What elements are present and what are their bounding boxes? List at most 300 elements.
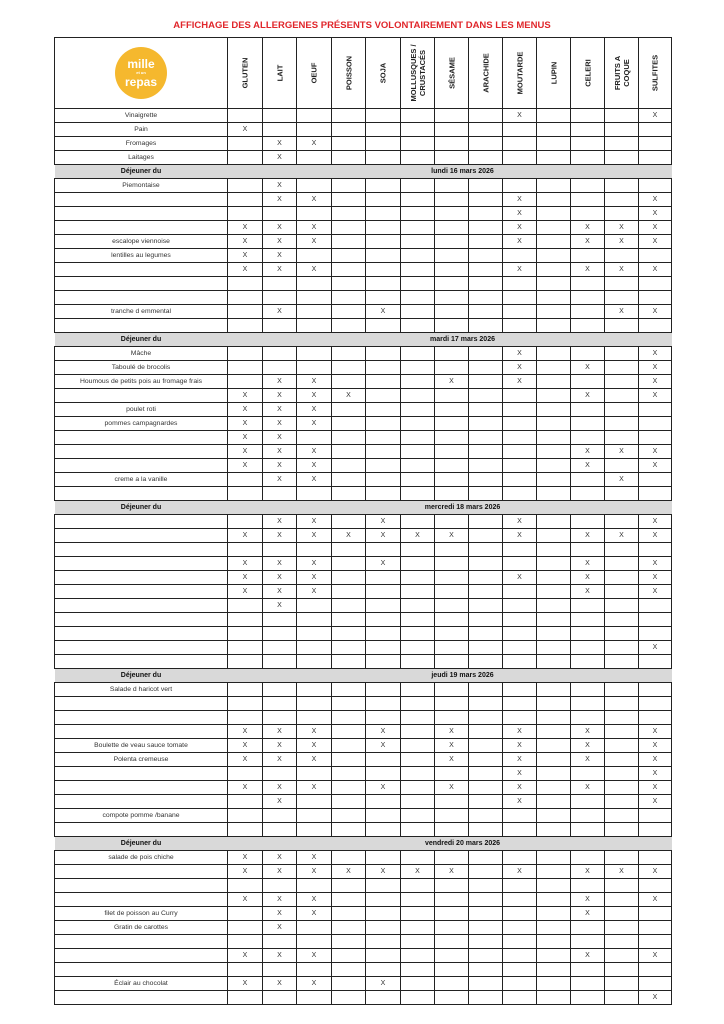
allergen-mark: X xyxy=(619,448,624,455)
allergen-cell xyxy=(605,809,639,823)
allergen-cell xyxy=(401,445,435,459)
dish-name: Salade d haricot vert xyxy=(55,683,228,697)
allergen-cell xyxy=(332,319,366,333)
day-header-row xyxy=(55,837,672,851)
allergen-cell xyxy=(605,697,639,711)
allergen-cell xyxy=(537,949,571,963)
allergen-cell xyxy=(228,515,263,529)
allergen-cell xyxy=(503,235,537,249)
allergen-cell xyxy=(297,319,332,333)
allergen-mark: X xyxy=(652,462,658,469)
allergen-mark: X xyxy=(277,560,282,567)
dish-name xyxy=(55,893,228,907)
allergen-mark: X xyxy=(311,756,317,763)
allergen-cell xyxy=(639,557,672,571)
allergen-cell xyxy=(228,767,263,781)
day-header-date: mercredi 18 mars 2026 xyxy=(228,501,672,515)
allergen-cell xyxy=(332,865,366,879)
allergen-mark: X xyxy=(619,476,624,483)
allergen-mark: X xyxy=(380,868,386,875)
allergen-header-label: LAIT xyxy=(275,64,284,82)
allergen-cell xyxy=(469,221,503,235)
header-row xyxy=(55,38,672,109)
allergen-cell xyxy=(503,599,537,613)
allergen-cell xyxy=(605,207,639,221)
allergen-cell xyxy=(366,487,401,501)
allergen-cell xyxy=(639,221,672,235)
allergen-mark: X xyxy=(652,742,658,749)
allergen-mark: X xyxy=(517,266,522,273)
allergen-cell xyxy=(537,907,571,921)
dish-row xyxy=(55,991,672,1005)
allergen-cell xyxy=(332,193,366,207)
allergen-mark: X xyxy=(652,756,658,763)
allergen-cell xyxy=(263,683,297,697)
allergen-cell xyxy=(605,907,639,921)
allergen-cell xyxy=(639,529,672,543)
allergen-cell xyxy=(639,431,672,445)
allergen-cell xyxy=(503,865,537,879)
allergen-cell xyxy=(469,445,503,459)
dish-row xyxy=(55,907,672,921)
allergen-cell xyxy=(297,417,332,431)
allergen-cell xyxy=(571,641,605,655)
allergen-cell xyxy=(503,193,537,207)
allergen-cell xyxy=(435,543,469,557)
allergen-mark: X xyxy=(619,868,624,875)
allergen-cell xyxy=(469,921,503,935)
dish-name: tranche d emmental xyxy=(55,305,228,319)
allergen-mark: X xyxy=(277,924,282,931)
allergen-cell xyxy=(228,459,263,473)
allergen-cell xyxy=(366,445,401,459)
allergen-cell xyxy=(435,473,469,487)
allergen-cell xyxy=(228,655,263,669)
day-header-lead: Déjeuner du xyxy=(55,333,228,347)
allergen-cell xyxy=(435,319,469,333)
allergen-mark: X xyxy=(277,742,282,749)
dish-name: Mâche xyxy=(55,347,228,361)
allergen-cell xyxy=(401,459,435,473)
allergen-cell xyxy=(571,571,605,585)
allergen-cell xyxy=(605,543,639,557)
allergen-cell xyxy=(332,711,366,725)
allergen-cell xyxy=(297,249,332,263)
allergen-mark: X xyxy=(311,476,317,483)
allergen-cell xyxy=(332,291,366,305)
allergen-mark: X xyxy=(277,756,282,763)
dish-name: creme a la vanille xyxy=(55,473,228,487)
allergen-mark: X xyxy=(652,532,658,539)
dish-name xyxy=(55,949,228,963)
allergen-cell xyxy=(605,949,639,963)
dish-name xyxy=(55,963,228,977)
allergen-cell xyxy=(366,263,401,277)
allergen-mark: X xyxy=(517,532,522,539)
allergen-cell xyxy=(503,823,537,837)
allergen-cell xyxy=(435,627,469,641)
allergen-cell xyxy=(332,529,366,543)
allergen-mark: X xyxy=(311,742,317,749)
allergen-cell xyxy=(263,879,297,893)
allergen-cell xyxy=(332,389,366,403)
allergen-cell xyxy=(469,809,503,823)
allergen-mark: X xyxy=(277,980,282,987)
allergen-cell xyxy=(263,963,297,977)
allergen-cell xyxy=(435,263,469,277)
allergen-cell xyxy=(228,403,263,417)
allergen-cell xyxy=(571,949,605,963)
allergen-cell xyxy=(537,711,571,725)
allergen-cell xyxy=(435,893,469,907)
allergen-cell xyxy=(537,221,571,235)
allergen-cell xyxy=(263,263,297,277)
day-header-lead: Déjeuner du xyxy=(55,669,228,683)
dish-name xyxy=(55,711,228,725)
allergen-cell xyxy=(571,221,605,235)
allergen-cell xyxy=(469,529,503,543)
allergen-cell xyxy=(537,193,571,207)
allergen-cell xyxy=(366,459,401,473)
allergen-cell xyxy=(469,767,503,781)
allergen-cell xyxy=(401,893,435,907)
allergen-cell xyxy=(503,403,537,417)
allergen-cell xyxy=(503,795,537,809)
allergen-mark: X xyxy=(242,868,248,875)
allergen-mark: X xyxy=(277,140,282,147)
allergen-cell xyxy=(401,473,435,487)
logo-cell xyxy=(55,38,228,109)
allergen-cell xyxy=(401,417,435,431)
allergen-cell xyxy=(228,893,263,907)
allergen-cell xyxy=(503,263,537,277)
allergen-mark: X xyxy=(380,560,386,567)
allergen-cell xyxy=(503,921,537,935)
allergen-cell xyxy=(366,221,401,235)
allergen-cell xyxy=(571,627,605,641)
allergen-cell xyxy=(332,375,366,389)
allergen-mark: X xyxy=(517,770,522,777)
allergen-header xyxy=(332,38,366,109)
allergen-cell xyxy=(228,347,263,361)
allergen-cell xyxy=(366,865,401,879)
allergen-mark: X xyxy=(517,112,522,119)
allergen-cell xyxy=(263,599,297,613)
allergen-cell xyxy=(435,487,469,501)
allergen-cell xyxy=(366,389,401,403)
allergen-cell xyxy=(503,375,537,389)
allergen-cell xyxy=(228,683,263,697)
dish-row xyxy=(55,249,672,263)
allergen-cell xyxy=(435,137,469,151)
allergen-cell xyxy=(263,781,297,795)
allergen-cell xyxy=(537,431,571,445)
allergen-cell xyxy=(571,557,605,571)
allergen-mark: X xyxy=(517,196,522,203)
allergen-cell xyxy=(605,179,639,193)
allergen-cell xyxy=(571,893,605,907)
dish-name: pommes campagnardes xyxy=(55,417,228,431)
allergen-cell xyxy=(332,403,366,417)
allergen-cell xyxy=(639,417,672,431)
dish-name xyxy=(55,529,228,543)
allergen-cell xyxy=(639,977,672,991)
allergen-cell xyxy=(571,263,605,277)
allergen-cell xyxy=(639,277,672,291)
allergen-cell xyxy=(537,851,571,865)
allergen-cell xyxy=(571,473,605,487)
allergen-cell xyxy=(435,305,469,319)
allergen-cell xyxy=(228,543,263,557)
allergen-cell xyxy=(366,823,401,837)
allergen-cell xyxy=(503,711,537,725)
dish-name: Gratin de carottes xyxy=(55,921,228,935)
allergen-header-label: OEUF xyxy=(309,62,319,84)
allergen-cell xyxy=(332,571,366,585)
allergen-mark: X xyxy=(311,980,317,987)
allergen-cell xyxy=(605,921,639,935)
dish-row xyxy=(55,361,672,375)
allergen-cell xyxy=(366,949,401,963)
allergen-cell xyxy=(435,781,469,795)
allergen-mark: X xyxy=(277,868,282,875)
allergen-cell xyxy=(503,879,537,893)
allergen-cell xyxy=(605,725,639,739)
allergen-cell xyxy=(639,753,672,767)
allergen-cell xyxy=(639,921,672,935)
allergen-mark: X xyxy=(311,896,317,903)
allergen-cell xyxy=(228,865,263,879)
allergen-cell xyxy=(639,403,672,417)
allergen-mark: X xyxy=(242,742,248,749)
allergen-mark: X xyxy=(242,238,248,245)
allergen-mark: X xyxy=(380,980,386,987)
allergen-cell xyxy=(401,291,435,305)
allergen-cell xyxy=(571,151,605,165)
dish-name xyxy=(55,557,228,571)
allergen-mark: X xyxy=(311,574,317,581)
allergen-cell xyxy=(401,613,435,627)
allergen-cell xyxy=(228,571,263,585)
allergen-header-label: GLUTEN xyxy=(240,57,250,89)
allergen-cell xyxy=(401,375,435,389)
allergen-cell xyxy=(537,347,571,361)
allergen-cell xyxy=(228,921,263,935)
allergen-cell xyxy=(571,781,605,795)
allergen-cell xyxy=(469,613,503,627)
dish-row xyxy=(55,179,672,193)
dish-name xyxy=(55,459,228,473)
allergen-mark: X xyxy=(585,532,590,539)
allergen-cell xyxy=(605,613,639,627)
allergen-mark: X xyxy=(311,588,317,595)
allergen-cell xyxy=(605,879,639,893)
allergen-cell xyxy=(537,809,571,823)
allergen-cell xyxy=(263,697,297,711)
allergen-cell xyxy=(332,151,366,165)
allergen-cell xyxy=(537,641,571,655)
allergen-cell xyxy=(469,389,503,403)
allergen-mark: X xyxy=(585,238,590,245)
allergen-cell xyxy=(605,361,639,375)
allergen-mark: X xyxy=(517,742,522,749)
allergen-mark: X xyxy=(619,238,624,245)
allergen-header xyxy=(366,38,401,109)
dish-row xyxy=(55,151,672,165)
allergen-cell xyxy=(366,515,401,529)
allergen-cell xyxy=(571,977,605,991)
dish-row xyxy=(55,375,672,389)
allergen-cell xyxy=(571,711,605,725)
allergen-mark: X xyxy=(242,854,248,861)
allergen-mark: X xyxy=(311,560,317,567)
allergen-cell xyxy=(366,879,401,893)
allergen-cell xyxy=(503,361,537,375)
allergen-cell xyxy=(297,557,332,571)
allergen-cell xyxy=(469,487,503,501)
allergen-cell xyxy=(332,249,366,263)
allergen-cell xyxy=(228,445,263,459)
allergen-cell xyxy=(537,109,571,123)
allergen-cell xyxy=(605,585,639,599)
allergen-mark: X xyxy=(277,420,282,427)
allergen-cell xyxy=(366,137,401,151)
allergen-cell xyxy=(537,249,571,263)
allergen-cell xyxy=(263,389,297,403)
allergen-cell xyxy=(228,641,263,655)
allergen-cell xyxy=(435,865,469,879)
allergen-cell xyxy=(228,473,263,487)
allergen-cell xyxy=(297,445,332,459)
allergen-cell xyxy=(639,683,672,697)
allergen-cell xyxy=(469,879,503,893)
allergen-mark: X xyxy=(619,532,624,539)
allergen-cell xyxy=(571,305,605,319)
dish-name xyxy=(55,277,228,291)
allergen-cell xyxy=(639,963,672,977)
allergen-cell xyxy=(297,277,332,291)
dish-row xyxy=(55,767,672,781)
allergen-cell xyxy=(332,627,366,641)
allergen-cell xyxy=(503,347,537,361)
dish-row xyxy=(55,949,672,963)
allergen-cell xyxy=(263,403,297,417)
allergen-cell xyxy=(639,907,672,921)
dish-name xyxy=(55,725,228,739)
allergen-mark: X xyxy=(652,224,658,231)
allergen-cell xyxy=(469,599,503,613)
allergen-cell xyxy=(332,641,366,655)
allergen-header-label: MOUTARDE xyxy=(515,51,524,95)
dish-row xyxy=(55,291,672,305)
allergen-mark: X xyxy=(517,364,522,371)
dish-row xyxy=(55,221,672,235)
allergen-cell xyxy=(263,431,297,445)
allergen-cell xyxy=(332,473,366,487)
allergen-mark: X xyxy=(652,994,658,1001)
allergen-cell xyxy=(571,697,605,711)
allergen-cell xyxy=(401,949,435,963)
allergen-cell xyxy=(469,361,503,375)
allergen-cell xyxy=(263,823,297,837)
allergen-cell xyxy=(297,823,332,837)
allergen-mark: X xyxy=(380,532,386,539)
allergen-cell xyxy=(401,767,435,781)
allergen-cell xyxy=(401,809,435,823)
allergen-mark: X xyxy=(517,798,522,805)
allergen-cell xyxy=(228,851,263,865)
allergen-cell xyxy=(469,291,503,305)
allergen-cell xyxy=(503,445,537,459)
allergen-cell xyxy=(332,963,366,977)
allergen-cell xyxy=(297,235,332,249)
allergen-cell xyxy=(435,515,469,529)
allergen-cell xyxy=(401,235,435,249)
allergen-cell xyxy=(537,305,571,319)
allergen-cell xyxy=(435,739,469,753)
allergen-mark: X xyxy=(311,728,317,735)
allergen-cell xyxy=(366,193,401,207)
allergen-cell xyxy=(401,753,435,767)
allergen-cell xyxy=(537,613,571,627)
allergen-cell xyxy=(366,249,401,263)
allergen-cell xyxy=(537,893,571,907)
allergen-cell xyxy=(263,851,297,865)
allergen-mark: X xyxy=(311,462,317,469)
allergen-cell xyxy=(503,977,537,991)
allergen-cell xyxy=(297,851,332,865)
allergen-mark: X xyxy=(652,896,658,903)
allergen-cell xyxy=(537,767,571,781)
dish-row xyxy=(55,823,672,837)
allergen-cell xyxy=(297,585,332,599)
allergen-cell xyxy=(537,375,571,389)
allergen-cell xyxy=(332,235,366,249)
allergen-cell xyxy=(469,571,503,585)
allergen-cell xyxy=(366,207,401,221)
allergen-cell xyxy=(571,179,605,193)
allergen-mark: X xyxy=(242,252,248,259)
allergen-cell xyxy=(469,179,503,193)
allergen-cell xyxy=(332,613,366,627)
allergen-cell xyxy=(332,949,366,963)
allergen-mark: X xyxy=(585,588,590,595)
allergen-cell xyxy=(332,753,366,767)
allergen-header xyxy=(228,38,263,109)
allergen-cell xyxy=(503,123,537,137)
dish-row xyxy=(55,109,672,123)
allergen-cell xyxy=(366,851,401,865)
dish-row xyxy=(55,599,672,613)
allergen-cell xyxy=(401,935,435,949)
dish-row xyxy=(55,879,672,893)
allergen-cell xyxy=(228,627,263,641)
allergen-cell xyxy=(332,809,366,823)
allergen-mark: X xyxy=(242,896,248,903)
allergen-cell xyxy=(639,151,672,165)
allergen-cell xyxy=(228,389,263,403)
allergen-cell xyxy=(228,375,263,389)
allergen-mark: X xyxy=(652,560,658,567)
dish-row xyxy=(55,529,672,543)
allergen-cell xyxy=(228,781,263,795)
allergen-cell xyxy=(639,235,672,249)
dish-name xyxy=(55,543,228,557)
allergen-cell xyxy=(435,809,469,823)
allergen-mark: X xyxy=(242,266,248,273)
allergen-cell xyxy=(401,277,435,291)
allergen-cell xyxy=(228,753,263,767)
